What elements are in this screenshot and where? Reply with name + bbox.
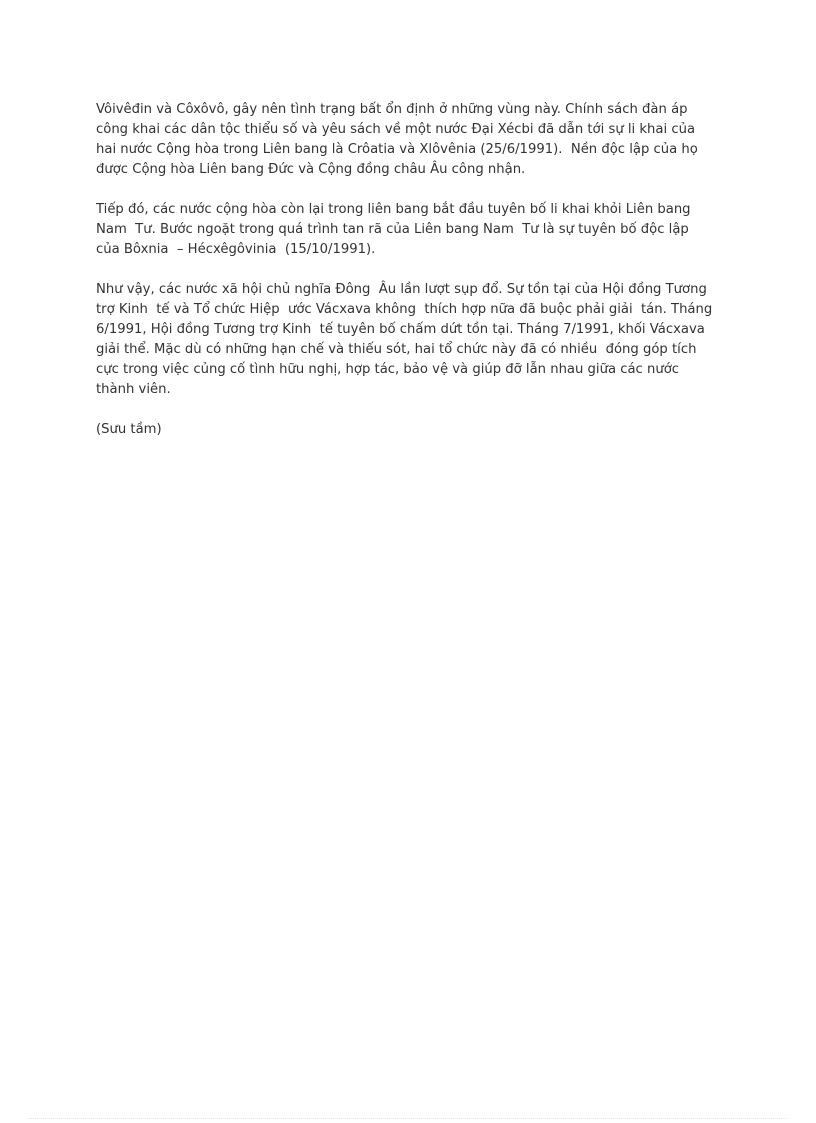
paragraph-source-note	[96, 420, 728, 440]
text-line: 6/1991, Hội đồng Tương trợ Kinh tế tuyên bố chấm dứt tồn tại. Tháng 7/1991, khối Vácxava	[96, 322, 705, 337]
text-line: Như vậy, các nước xã hội chủ nghĩa Đông Âu lần lượt sụp đổ. Sự tồn tại của Hội đồng Tương	[96, 282, 707, 297]
text-line: Nam Tư. Bước ngoặt trong quá trình tan rã của Liên bang Nam Tư là sự tuyên bố độc lập	[96, 222, 689, 237]
text-line: thành viên.	[96, 382, 171, 397]
text-line: trợ Kinh tế và Tổ chức Hiệp ước Vácxava không thích hợp nữa đã buộc phải giải tán. Tháng	[96, 302, 713, 317]
text-line: hai nước Cộng hòa trong Liên bang là Crôatia và Xlôvênia (25/6/1991). Nền độc lập của họ	[96, 142, 698, 157]
text-line: được Cộng hòa Liên bang Đức và Cộng đồng châu Âu công nhận.	[96, 162, 526, 177]
text-line: cực trong việc củng cố tình hữu nghị, hợp tác, bảo vệ và giúp đỡ lẫn nhau giữa các nước	[96, 362, 680, 377]
document-page	[96, 100, 728, 440]
text-line: Vôivêđin và Côxôvô, gây nên tình trạng bất ổn định ở những vùng này. Chính sách đàn áp	[96, 102, 688, 117]
paragraph-eastern-europe-collapse	[96, 280, 728, 400]
text-line: công khai các dân tộc thiểu số và yêu sách về một nước Đại Xécbi đã dẫn tới sự li khai của	[96, 122, 696, 137]
paragraph-yugoslav-secession	[96, 100, 728, 180]
text-line: Tiếp đó, các nước cộng hòa còn lại trong liên bang bắt đầu tuyên bố li khai khỏi Liên bang	[96, 202, 691, 217]
page-bottom-divider	[28, 1118, 788, 1119]
paragraph-bosnia-independence	[96, 200, 728, 260]
source-note: (Sưu tầm)	[96, 422, 162, 437]
text-line: giải thể. Mặc dù có những hạn chế và thiếu sót, hai tổ chức này đã có nhiều đóng góp tích	[96, 342, 697, 357]
text-line: của Bôxnia – Hécxêgôvinia (15/10/1991).	[96, 242, 376, 257]
